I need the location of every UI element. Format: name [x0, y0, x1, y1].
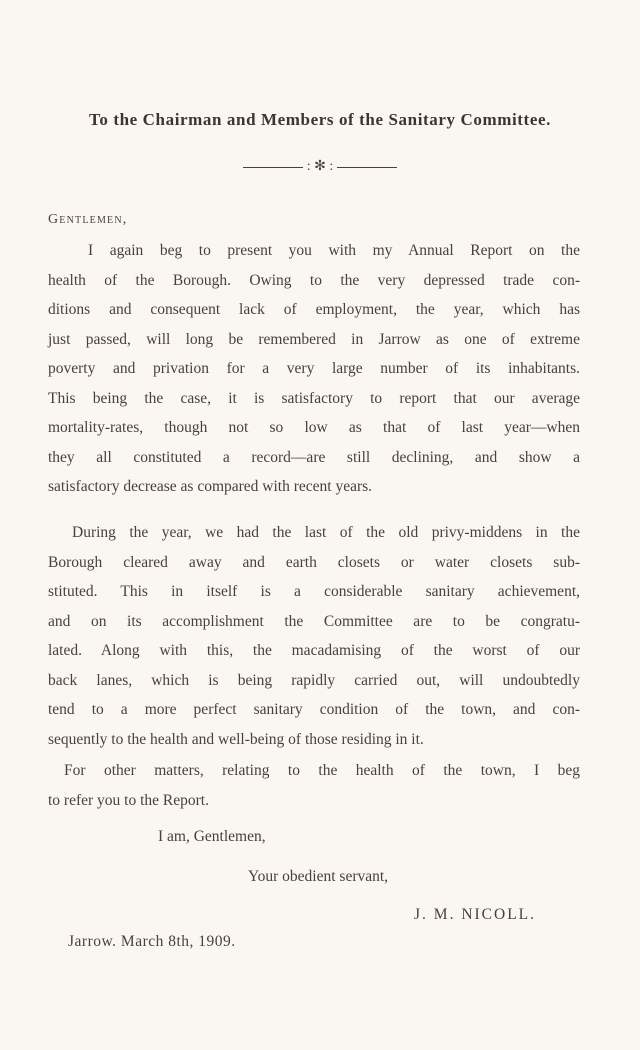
- paragraph-line: ditions and consequent lack of employment, the year, which has: [48, 301, 580, 318]
- paragraph-line: and on its accomplishment the Committee are to be congratu-: [48, 612, 580, 630]
- paragraph-line: sequently to the health and well-being of those residing in it.: [48, 730, 424, 748]
- ornament-divider: [0, 160, 640, 174]
- paragraph-line: I again beg to present you with my Annual Report on the: [88, 242, 580, 259]
- paragraph-line: they all constituted a record—are still declining, and show a: [48, 448, 580, 466]
- paragraph-line: satisfactory decrease as compared with recent years.: [48, 478, 373, 495]
- paragraph-line: back lanes, which is being rapidly carried out, will undoubtedly: [48, 671, 580, 689]
- closing-line-2: Your obedient servant,: [248, 868, 389, 885]
- paragraph-line: During the year, we had the last of the old privy-middens in the: [72, 524, 580, 541]
- paragraph-line: mortality-rates, though not so low as that of last year—when: [48, 419, 580, 436]
- letter-title: To the Chairman and Members of the Sanitary Committee.: [89, 110, 551, 129]
- paragraph-line: poverty and privation for a very large number of its inhabitants.: [48, 360, 580, 377]
- asterism-ornament: : ✻ :: [306, 159, 334, 174]
- paragraph-line: just passed, will long be remembered in Jarrow as one of extreme: [48, 330, 580, 348]
- paragraph-line: tend to a more perfect sanitary condition of the town, and con-: [48, 701, 580, 718]
- paragraph-line: For other matters, relating to the health of the town, I beg: [64, 762, 580, 779]
- paragraph-line: This being the case, it is satisfactory to report that our average: [48, 389, 580, 407]
- place-and-date: Jarrow. March 8th, 1909.: [68, 933, 236, 950]
- paragraph-line: Borough cleared away and earth closets or water closets sub-: [48, 553, 580, 571]
- salutation: Gentlemen,: [48, 212, 128, 227]
- paragraph-2: [48, 518, 580, 754]
- signature: J. M. NICOLL.: [414, 906, 537, 923]
- paragraph-line: health of the Borough. Owing to the very depressed trade con-: [48, 271, 580, 289]
- paragraph-line: stituted. This in itself is a considerable sanitary achievement,: [48, 583, 580, 600]
- divider-rule-left: [243, 167, 303, 168]
- paragraph-line: lated. Along with this, the macadamising of the worst of our: [48, 642, 580, 659]
- paragraph-1: [48, 236, 580, 502]
- divider-rule-right: [337, 167, 397, 168]
- paragraph-line: to refer you to the Report.: [48, 791, 209, 809]
- paragraph-3: [48, 756, 580, 815]
- closing-line-1: I am, Gentlemen,: [158, 828, 266, 845]
